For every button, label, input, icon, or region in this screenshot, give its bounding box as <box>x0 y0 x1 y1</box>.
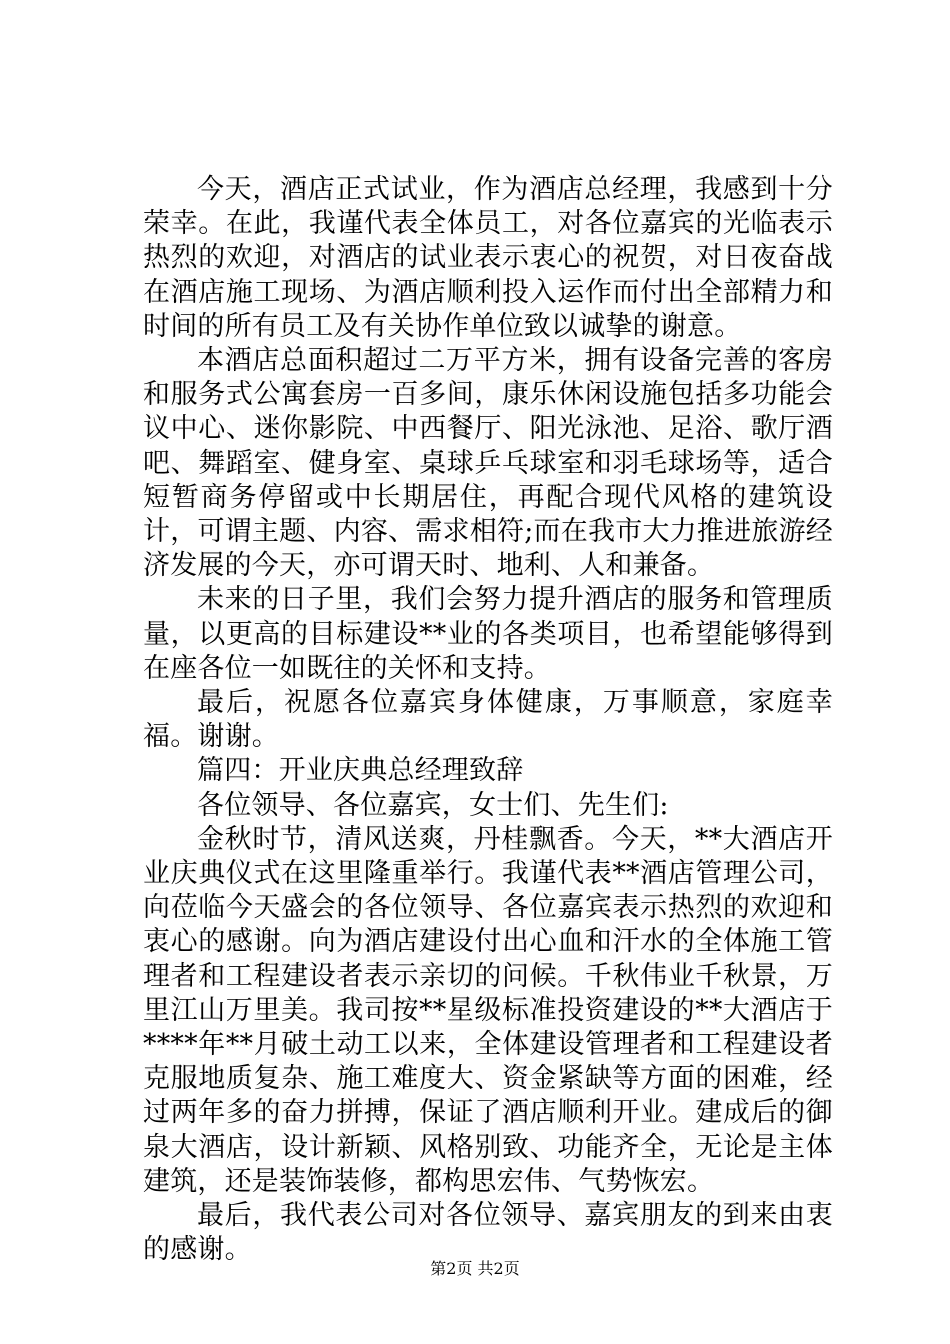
page-footer: 第2页 共2页 <box>430 1259 520 1278</box>
section-heading: 篇四：开业庆典总经理致辞 <box>197 755 524 787</box>
document-body <box>143 173 833 1268</box>
salutation: 各位领导、各位嘉宾，女士们、先生们: <box>197 789 669 821</box>
paragraph-future-outlook: 未来的日子里，我们会努力提升酒店的服务和管理质量，以更高的目标建设**业的各类项目，也希望能够得到在座各位一如既往的关怀和支持。 <box>143 584 833 684</box>
paragraph-opening-remarks: 今天，酒店正式试业，作为酒店总经理，我感到十分荣幸。在此，我谨代表全体员工，对各位嘉宾的光临表示热烈的欢迎，对酒店的试业表示衷心的祝贺，对日夜奋战在酒店施工现场、为酒店顺利投入运作而付出全部精力和时间的所有员工及有关协作单位致以诚挚的谢意。 <box>143 174 833 342</box>
paragraph-closing-wishes: 最后，祝愿各位嘉宾身体健康，万事顺意，家庭幸福。谢谢。 <box>143 687 833 753</box>
paragraph-opening-ceremony: 金秋时节，清风送爽，丹桂飘香。今天，**大酒店开业庆典仪式在这里隆重举行。我谨代表**酒店管理公司，向莅临今天盛会的各位领导、各位嘉宾表示热烈的欢迎和衷心的感谢。向为酒店建设付出心血和汗水的全体施工管理者和工程建设者表示亲切的问候。千秋伟业千秋景，万里江山万里美。我司按**星级标准投资建设的**大酒店于****年**月破土动工以来，全体建设管理者和工程建设者克服地质复杂、施工难度大、资金紧缺等方面的困难，经过两年多的奋力拼搏，保证了酒店顺利开业。建成后的御泉大酒店，设计新颖、风格别致、功能齐全，无论是主体建筑，还是装饰装修，都构思宏伟、气势恢宏。 <box>143 823 833 1197</box>
paragraph-hotel-facilities: 本酒店总面积超过二万平方米，拥有设备完善的客房和服务式公寓套房一百多间，康乐休闲设施包括多功能会议中心、迷你影院、中西餐厅、阳光泳池、足浴、歌厅酒吧、舞蹈室、健身室、桌球乒乓球室和羽毛球场等，适合短暂商务停留或中长期居住，再配合现代风格的建筑设计，可谓主题、内容、需求相符;而在我市大力推进旅游经济发展的今天，亦可谓天时、地利、人和兼备。 <box>143 345 833 582</box>
paragraph-final-thanks: 最后，我代表公司对各位领导、嘉宾朋友的到来由衷的感谢。 <box>143 1200 833 1266</box>
